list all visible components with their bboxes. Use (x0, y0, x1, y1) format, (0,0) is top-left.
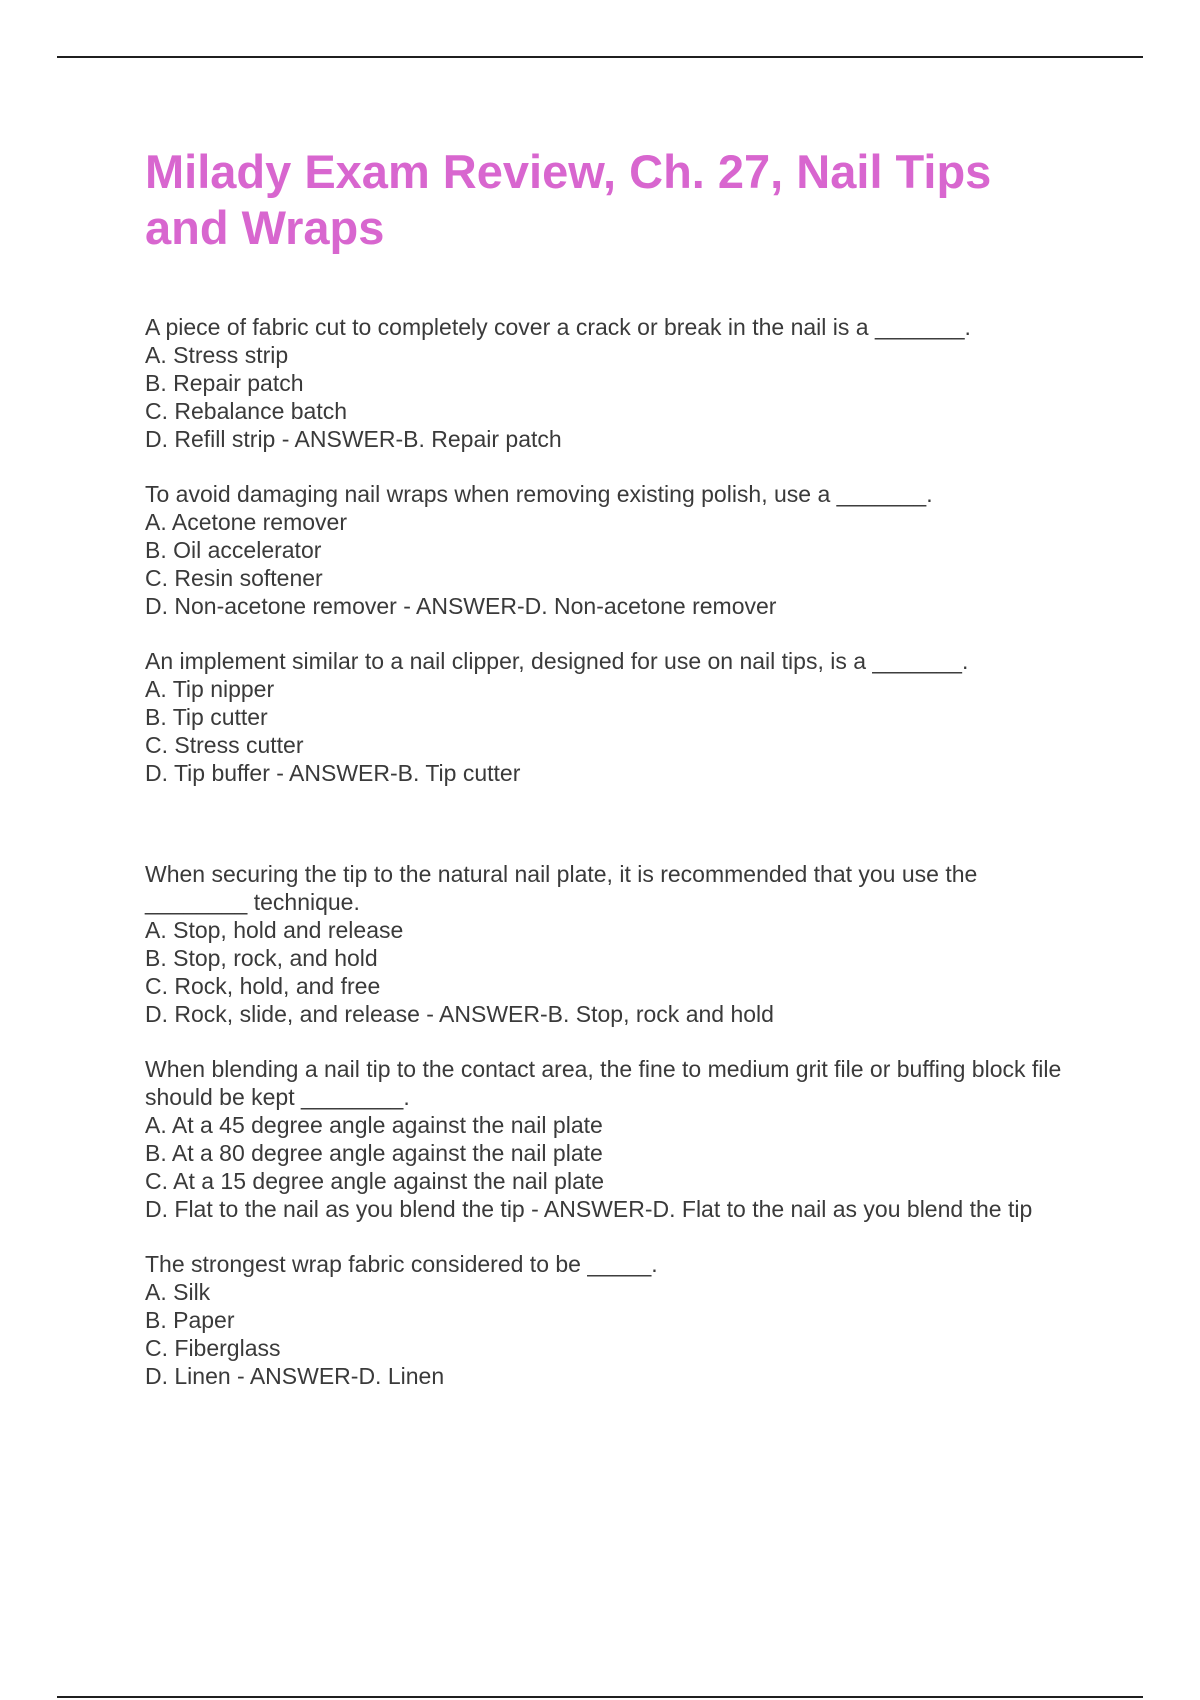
option-d-with-answer: D. Non-acetone remover - ANSWER-D. Non-acetone remover (145, 593, 777, 619)
question-list (145, 313, 1105, 1390)
bottom-rule (57, 1696, 1143, 1698)
option-d-with-answer: D. Flat to the nail as you blend the tip - ANSWER-D. Flat to the nail as you blend the tip (145, 1196, 1033, 1222)
option-c: C. Resin softener (145, 565, 323, 591)
option-c: C. Fiberglass (145, 1335, 281, 1361)
question-stem: An implement similar to a nail clipper, designed for use on nail tips, is a _______. (145, 648, 969, 674)
question-stem: To avoid damaging nail wraps when removing existing polish, use a _______. (145, 481, 933, 507)
question-2 (145, 480, 1105, 620)
question-stem: A piece of fabric cut to completely cover a crack or break in the nail is a _______. (145, 314, 971, 340)
option-b: B. At a 80 degree angle against the nail plate (145, 1140, 603, 1166)
option-a: A. Tip nipper (145, 676, 275, 702)
question-6 (145, 1250, 1105, 1390)
option-d-with-answer: D. Refill strip - ANSWER-B. Repair patch (145, 426, 562, 452)
option-d-with-answer: D. Linen - ANSWER-D. Linen (145, 1363, 445, 1389)
question-stem: When securing the tip to the natural nail plate, it is recommended that you use the ________ technique. (145, 861, 984, 915)
option-b: B. Repair patch (145, 370, 304, 396)
document-title: Milady Exam Review, Ch. 27, Nail Tips and Wraps (145, 145, 992, 254)
option-a: A. Stress strip (145, 342, 289, 368)
question-1 (145, 313, 1105, 453)
option-a: A. At a 45 degree angle against the nail plate (145, 1112, 603, 1138)
option-b: B. Oil accelerator (145, 537, 322, 563)
question-5 (145, 1055, 1105, 1223)
question-4 (145, 860, 1105, 1028)
option-a: A. Silk (145, 1279, 211, 1305)
option-d-with-answer: D. Rock, slide, and release - ANSWER-B. Stop, rock and hold (145, 1001, 774, 1027)
option-b: B. Paper (145, 1307, 235, 1333)
question-stem: When blending a nail tip to the contact area, the fine to medium grit file or buffing block file should be kept ________. (145, 1056, 1068, 1110)
option-b: B. Stop, rock, and hold (145, 945, 378, 971)
option-c: C. Stress cutter (145, 732, 304, 758)
top-rule (57, 56, 1143, 58)
option-d-with-answer: D. Tip buffer - ANSWER-B. Tip cutter (145, 760, 521, 786)
option-c: C. Rebalance batch (145, 398, 348, 424)
option-b: B. Tip cutter (145, 704, 268, 730)
option-c: C. At a 15 degree angle against the nail plate (145, 1168, 605, 1194)
option-a: A. Acetone remover (145, 509, 347, 535)
option-a: A. Stop, hold and release (145, 917, 404, 943)
question-3 (145, 647, 1105, 787)
document-body (145, 144, 1105, 1417)
question-stem: The strongest wrap fabric considered to be _____. (145, 1251, 658, 1277)
option-c: C. Rock, hold, and free (145, 973, 381, 999)
